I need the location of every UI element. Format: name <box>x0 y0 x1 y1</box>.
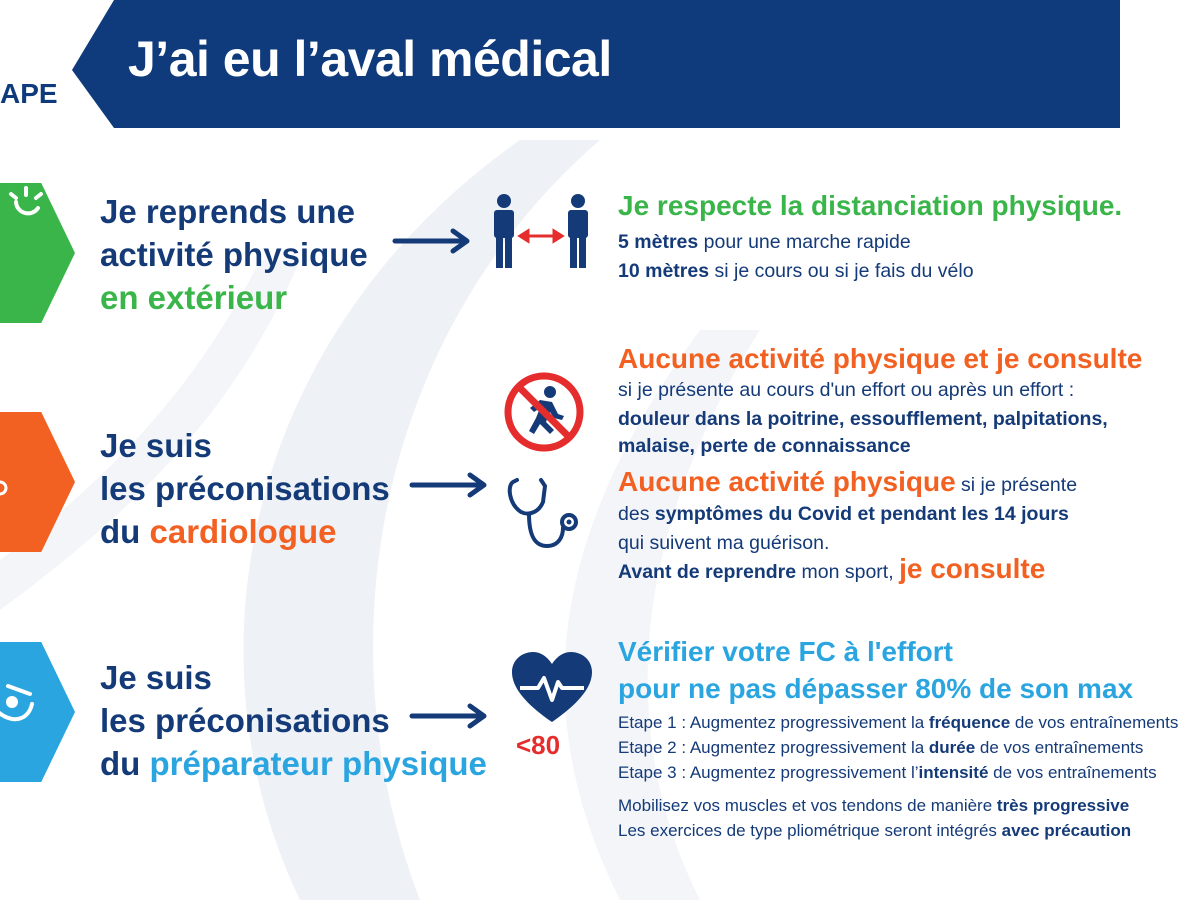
row2-line2: douleur dans la poitrine, essoufflement, palpitations, <box>618 408 1108 430</box>
mobilize-bold: très progressive <box>996 796 1130 815</box>
heart-rate-badge: <80 <box>516 730 561 760</box>
row2-line4-bold: symptômes du Covid et pendant les 14 jours <box>654 503 1069 525</box>
row1-line2-rest: si je cours ou si je fais du vélo <box>709 260 974 282</box>
row3-title1: Vérifier votre FC à l'effort <box>618 636 953 667</box>
step1-suffix: de vos entraînements <box>1010 713 1178 732</box>
row2-line6 <box>618 553 1045 585</box>
row1-line2-bold: 10 mètres <box>618 260 710 282</box>
row1-title: Je respecte la distanciation physique. <box>618 190 1123 221</box>
row3-left-line3 <box>100 742 487 785</box>
step3-suffix: de vos entraînements <box>988 763 1157 782</box>
plyometric-bold: avec précaution <box>1001 821 1132 840</box>
step3-prefix: Etape 3 : Augmentez progressivement l’ <box>618 763 919 782</box>
step1-bold: fréquence <box>928 713 1011 732</box>
row1-left-line1: Je reprends une <box>100 193 355 230</box>
arrow-right-icon <box>410 703 490 729</box>
row2-title2: Aucune activité physique <box>618 466 956 497</box>
step2-bold: durée <box>928 738 976 757</box>
heart-circle-icon <box>0 478 14 498</box>
plyometric-prefix: Les exercices de type pliométrique seront intégrés <box>618 821 1002 840</box>
dumbbell-icon <box>0 674 40 734</box>
row1-line2 <box>618 260 974 283</box>
row3-left-line3-prefix: du <box>100 745 150 782</box>
two-persons-distance-icon <box>488 192 596 270</box>
step3-bold: intensité <box>918 763 989 782</box>
row1-line1-rest: pour une marche rapide <box>698 231 911 253</box>
step2-prefix: Etape 2 : Augmentez progressivement la <box>618 738 929 757</box>
row2-line4-prefix: des <box>618 503 655 525</box>
row2-line6-highlight: je consulte <box>899 553 1046 584</box>
row1-left-line3: en extérieur <box>100 279 288 316</box>
row2-line1: si je présente au cours d'un effort ou après un effort : <box>618 379 1075 401</box>
sun-icon <box>6 186 50 230</box>
row2-line3: malaise, perte de connaissance <box>618 435 911 457</box>
row2-title2-rest: si je présente <box>955 474 1078 496</box>
row2-line5: qui suivent ma guérison. <box>618 532 830 554</box>
row2-title2-line <box>618 466 1077 498</box>
row1-line1 <box>618 231 911 254</box>
stethoscope-icon <box>505 476 585 552</box>
mobilize-prefix: Mobilisez vos muscles et vos tendons de manière <box>618 796 997 815</box>
row1-left-text <box>100 190 368 319</box>
row1-line1-bold: 5 mètres <box>618 231 699 253</box>
mobilize-line <box>618 796 1129 816</box>
step2-suffix: de vos entraînements <box>975 738 1144 757</box>
row2-left-line2: les préconisations <box>100 470 390 507</box>
plyometric-line <box>618 821 1131 841</box>
page-title: J’ai eu l’aval médical <box>128 31 612 87</box>
row2-left-line3-prefix: du <box>100 513 150 550</box>
step-line <box>618 763 1157 783</box>
row2-title1: Aucune activité physique et je consulte <box>618 343 1143 374</box>
row2-left-line1: Je suis <box>100 427 212 464</box>
step-label: APE <box>0 78 58 109</box>
row2-left-line3-highlight: cardiologue <box>149 513 337 550</box>
no-running-icon <box>502 370 586 454</box>
step-line <box>618 738 1143 758</box>
row3-left-line2: les préconisations <box>100 702 390 739</box>
row3-left-line1: Je suis <box>100 659 212 696</box>
row1-left-line2: activité physique <box>100 236 368 273</box>
row2-line6-mid: mon sport, <box>796 561 900 583</box>
step1-prefix: Etape 1 : Augmentez progressivement la <box>618 713 929 732</box>
step-line <box>618 713 1178 733</box>
row2-line4 <box>618 503 1069 526</box>
row3-title2: pour ne pas dépasser 80% de son max <box>618 673 1134 704</box>
row2-left-line3 <box>100 510 390 553</box>
arrow-right-icon <box>410 472 490 498</box>
row3-left-line3-highlight: préparateur physique <box>149 745 487 782</box>
arrow-right-icon <box>393 228 473 254</box>
row2-left-text <box>100 424 390 553</box>
heart-rate-icon <box>510 650 594 726</box>
row2-line6-bold: Avant de reprendre <box>618 561 797 583</box>
